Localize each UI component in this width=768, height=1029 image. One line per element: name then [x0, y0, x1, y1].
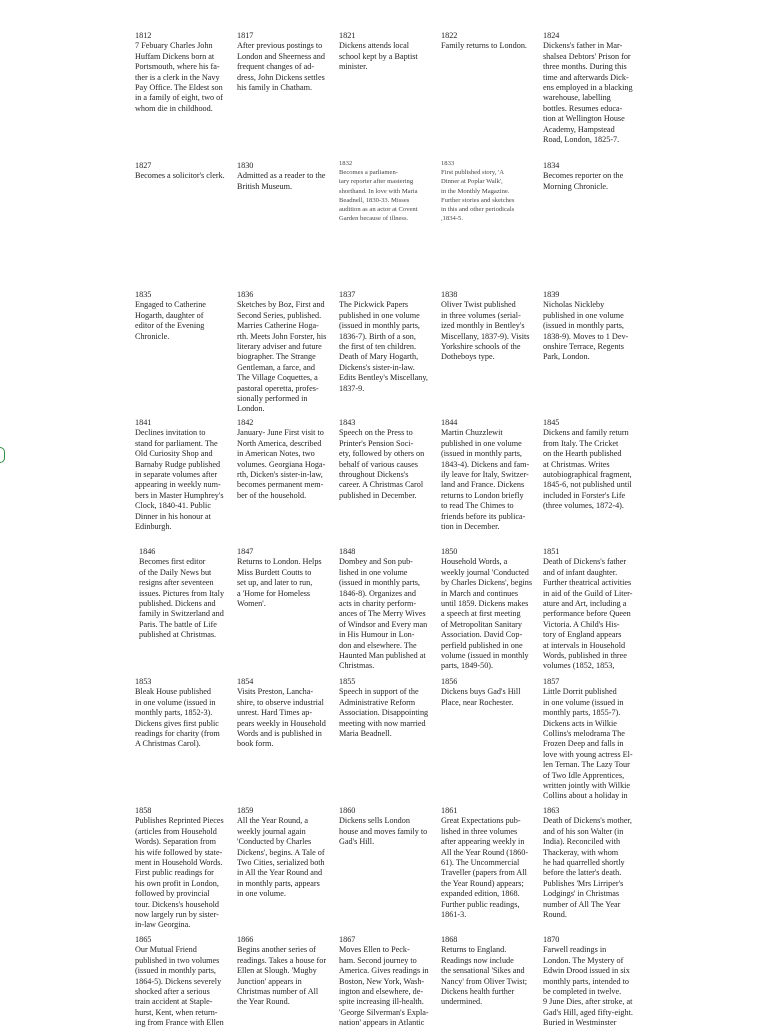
entry-text: Begins another series of readings. Takes a house for Ellen at Slough. 'Mugby Junction' appears in Christmas number of All the Year Round.: [237, 945, 327, 1007]
entry-year: 1850: [441, 547, 458, 556]
entry-text: Becomes first editor of the Daily News but resigns after seventeen issues. Pictures from Italy published. Dickens and family in Switzerland and Paris. The battle of Life published at Christmas.: [139, 557, 225, 640]
entry-text: Dickens sells London house and moves family to Gad's Hill.: [339, 816, 428, 847]
timeline-entry-1870: [543, 935, 637, 1029]
timeline-entry-1834: [543, 161, 637, 192]
entry-text: January- June First visit to North America, described in American Notes, two volumes. Georgiana Hoga- rth, Dicken's sister-in-law, becomes permanent mem- ber of the household.: [237, 428, 326, 500]
timeline-entry-1861: [441, 806, 535, 920]
entry-text: Declines invitation to stand for parliament. The Old Curiosity Shop and Barnaby Rudge published in separate volumes after appearing in weekly num- bers in Master Humphrey's Clock, 1840-41. Public Dinner in his honour at Edinburgh.: [135, 428, 224, 532]
entry-year: 1842: [237, 418, 254, 427]
timeline-entry-1839: [543, 290, 637, 363]
entry-text: Household Words, a weekly journal 'Conducted by Charles Dickens', begins in March and continues until 1859. Dickens makes a speech at first meeting of Metropolitan Sanitary Association. David Cop- perfield published in one volume (issued in monthly parts, 1849-50).: [441, 557, 533, 671]
entry-text: Becomes a parliamen- tary reporter after mastering shorthand. In love with Maria Beadnell, 1830-33. Misses audition as an actor at Covent Garden because of illness.: [339, 169, 418, 223]
entry-text: Engaged to Catherine Hogarth, daughter of editor of the Evening Chronicle.: [135, 300, 206, 341]
entry-year: 1832: [339, 160, 353, 167]
entry-year: 1830: [237, 161, 254, 170]
entry-text: Speech on the Press to Printer's Pension Soci- ety, followed by others on behalf of various causes throughout Dickens's career. A Christmas Carol published in December.: [339, 428, 425, 500]
entry-text: Dombey and Son pub- lished in one volume (issued in monthly parts, 1846-8). Organizes and acts in charity perform- ances of The Merry Wives of Windsor and Every man in His Humour in Lon- don and elsewhere. The Haunted Man published at Christmas.: [339, 557, 428, 671]
entry-text: Oliver Twist published in three volumes (serial- ized monthly in Bentley's Miscellany, 1837-9). Visits Yorkshire schools of the Dotheboys type.: [441, 300, 530, 362]
timeline-entry-1822: [441, 31, 535, 52]
entry-year: 1827: [135, 161, 152, 170]
timeline-entry-1865: [135, 935, 229, 1029]
entry-text: 7 Febuary Charles John Huffam Dickens born at Portsmouth, where his fa- ther is a clerk in the Navy Pay Office. The Eldest son in a family of eight, two of whom die in childhood.: [135, 41, 223, 113]
entry-year: 1867: [339, 935, 356, 944]
timeline-entry-1853: [135, 677, 229, 750]
entry-text: Dickens buys Gad's Hill Place, near Rochester.: [441, 687, 521, 707]
timeline-entry-1836: [237, 290, 331, 415]
entry-text: Becomes a solicitor's clerk.: [135, 171, 225, 181]
entry-year: 1861: [441, 806, 458, 815]
entry-year: 1846: [139, 547, 156, 556]
entry-year: 1836: [237, 290, 254, 299]
entry-text: Sketches by Boz, First and Second Series, published. Marries Catherine Hoga- rth. Meets John Forster, his literary adviser and future biographer. The Strange Gentleman, a farce, and The Village Coquettes, a pastoral operetta, profes- sionally performed in London.: [237, 300, 327, 414]
entry-year: 1851: [543, 547, 560, 556]
entry-year: 1859: [237, 806, 254, 815]
entry-year: 1841: [135, 418, 152, 427]
timeline-entry-1855: [339, 677, 433, 739]
entry-text: Dickens's father in Mar- shalsea Debtors' Prison for three months. During this time and afterwards Dick- ens employed in a blacking warehouse, labelling bottles. Resumes educa- tion at Wellington House Academy, Hampstead Road, London, 1825-7.: [543, 41, 633, 145]
entry-year: 1848: [339, 547, 356, 556]
entry-year: 1839: [543, 290, 560, 299]
timeline-entry-1838: [441, 290, 535, 363]
entry-year: 1834: [543, 161, 560, 170]
entry-text: Publishes Reprinted Pieces (articles from Household Words). Separation from his wife followed by state- ment in Household Words. First public readings for his own profit in London, followed by provincial tour. Dickens's household now largely run by sister- in-law Georgina.: [135, 816, 224, 930]
entry-text: First published story, 'A Dinner at Poplar Walk', in the Monthly Magazine. Further stories and sketches in this and other periodicals ,1834-5.: [441, 169, 515, 223]
entry-text: Family returns to London.: [441, 41, 527, 51]
entry-year: 1844: [441, 418, 458, 427]
timeline-entry-1867: [339, 935, 433, 1029]
entry-year: 1856: [441, 677, 458, 686]
timeline-entry-1856: [441, 677, 535, 708]
timeline-entry-1830: [237, 161, 331, 192]
entry-text: After previous postings to London and Sheerness and frequent changes of ad- dress, John Dickens settles his family in Chatham.: [237, 41, 325, 93]
timeline-entry-1837: [339, 290, 433, 394]
entry-text: Dickens attends local school kept by a Baptist minister.: [339, 41, 418, 72]
entry-year: 1860: [339, 806, 356, 815]
entry-text: Admitted as a reader to the British Museum.: [237, 171, 326, 191]
timeline-entry-1866: [237, 935, 331, 1008]
entry-text: Returns to England. Readings now include the sensational 'Sikes and Nancy' from Oliver Twist; Dickens health further undermined.: [441, 945, 528, 1007]
entry-year: 1857: [543, 677, 560, 686]
timeline-entry-1841: [135, 418, 229, 532]
entry-text: Becomes reporter on the Morning Chronicle.: [543, 171, 624, 191]
timeline-entry-1835: [135, 290, 229, 342]
timeline-entry-1857: [543, 677, 637, 802]
entry-text: Death of Dickens's mother, and of his son Walter (in India). Reconciled with Thackeray, with whom he had quarrelled shortly before the latter's death. Publishes 'Mrs Lirriper's Lodgings' in Christmas number of All The Year Round.: [543, 816, 632, 920]
entry-year: 1847: [237, 547, 254, 556]
entry-year: 1843: [339, 418, 356, 427]
entry-year: 1865: [135, 935, 152, 944]
entry-text: Moves Ellen to Peck- ham. Second journey to America. Gives readings in Boston, New York, Wash- ington and elsewhere, de- spite increasing ill-health. 'George Silverman's Expla- nation' appears in Atlantic: [339, 945, 429, 1028]
timeline-entry-1851: [543, 547, 637, 672]
page-edge-marker: [0, 447, 5, 463]
timeline-entry-1817: [237, 31, 331, 93]
entry-text: All the Year Round, a weekly journal again 'Conducted by Charles Dickens', begins. A Tale of Two Cities, serialized both in All the Year Round and in monthly parts, appears in one volume.: [237, 816, 325, 899]
entry-year: 1853: [135, 677, 152, 686]
entry-year: 1817: [237, 31, 254, 40]
entry-year: 1838: [441, 290, 458, 299]
timeline-entry-1868: [441, 935, 535, 1008]
timeline-entry-1848: [339, 547, 433, 672]
entry-year: 1854: [237, 677, 254, 686]
entry-year: 1833: [441, 160, 455, 167]
entry-year: 1855: [339, 677, 356, 686]
timeline-entry-1827: [135, 161, 229, 182]
entry-text: Our Mutual Friend published in two volumes (issued in monthly parts, 1864-5). Dickens severely shocked after a serious train accident at Staple- hurst, Kent, when return- ing from France with Ellen: [135, 945, 224, 1028]
timeline-entry-1844: [441, 418, 535, 532]
entry-text: Martin Chuzzlewit published in one volume (issued in monthly parts, 1843-4). Dickens and fam- ily leave for Italy, Switzer- land and France. Dickens returns to London briefly to read The Chimes to friends before its publica- tion in December.: [441, 428, 530, 532]
entry-text: The Pickwick Papers published in one volume (issued in monthly parts, 1836-7). Birth of a son, the first of ten children. Death of Mary Hogarth, Dickens's sister-in-law. Edits Bentley's Miscellany, 1837-9.: [339, 300, 428, 393]
entry-text: Little Dorrit published in one volume (issued in monthly parts, 1855-7). Dickens acts in Wilkie Collins's melodrama The Frozen Deep and falls in love with young actress El- len Ternan. The Lazy Tour of Two Idle Apprentices, written jointly with Wilkie Collins about a holiday in: [543, 687, 633, 801]
timeline-entry-1832: [339, 159, 433, 223]
entry-text: Returns to London. Helps Miss Burdett Coutts to set up, and later to run, a 'Home for Homeless Women'.: [237, 557, 322, 609]
timeline-entry-1842: [237, 418, 331, 501]
timeline-entry-1860: [339, 806, 433, 848]
timeline-entry-1845: [543, 418, 637, 512]
entry-year: 1812: [135, 31, 152, 40]
entry-year: 1868: [441, 935, 458, 944]
entry-year: 1870: [543, 935, 560, 944]
timeline-entry-1833: [441, 159, 535, 223]
entry-text: Farwell readings in London. The Mystery of Edwin Drood issued in six monthly parts, intended to be completed in twelve. 9 June Dies, after stroke, at Gad's Hill, aged fifty-eight. Buried in Westminster: [543, 945, 633, 1028]
entry-year: 1837: [339, 290, 356, 299]
entry-text: Great Expectations pub- lished in three volumes after appearing weekly in All the Year Round (1860- 61). The Uncommercial Traveller (papers from All the Year Round) appears; expanded edition, 1868. Further public readings, 1861-3.: [441, 816, 529, 920]
entry-year: 1821: [339, 31, 356, 40]
timeline-entry-1858: [135, 806, 229, 931]
entry-year: 1845: [543, 418, 560, 427]
entry-text: Death of Dickens's father and of infant daughter. Further theatrical activities in aid of the Guild of Liter- ature and Art, including a performance before Queen Victoria. A Child's His- tory of England appears at intervals in Household Words, published in three volumes (1852, 1853,: [543, 557, 633, 671]
entry-year: 1822: [441, 31, 458, 40]
timeline-entry-1812: [135, 31, 229, 114]
entry-year: 1824: [543, 31, 560, 40]
timeline-entry-1854: [237, 677, 331, 750]
timeline-entry-1824: [543, 31, 637, 145]
entry-year: 1863: [543, 806, 560, 815]
timeline-entry-1843: [339, 418, 433, 501]
timeline-entry-1847: [237, 547, 331, 609]
timeline-entry-1850: [441, 547, 535, 672]
entry-year: 1835: [135, 290, 152, 299]
entry-text: Nicholas Nickleby published in one volume (issued in monthly parts, 1838-9). Moves to 1 Dev- onshire Terrace, Regents Park, London.: [543, 300, 629, 362]
entry-text: Speech in support of the Administrative Reform Association. Disappointing meeting with now married Maria Beadnell.: [339, 687, 429, 739]
entry-text: Visits Preston, Lancha- shire, to observe industrial unrest. Hard Times ap- pears weekly in Household Words and is published in book form.: [237, 687, 326, 749]
entry-text: Bleak House published in one volume (issued in monthly parts, 1852-3). Dickens gives first public readings for charity (from A Christmas Carol).: [135, 687, 220, 749]
entry-year: 1866: [237, 935, 254, 944]
timeline-entry-1846: [139, 547, 233, 641]
entry-year: 1858: [135, 806, 152, 815]
timeline-entry-1859: [237, 806, 331, 900]
timeline-entry-1863: [543, 806, 637, 920]
timeline-entry-1821: [339, 31, 433, 73]
entry-text: Dickens and family return from Italy. The Cricket on the Hearth published at Christmas. Writes autobiographical fragment, 1845-6, not published until included in Forster's Life (three volumes, 1872-4).: [543, 428, 632, 511]
